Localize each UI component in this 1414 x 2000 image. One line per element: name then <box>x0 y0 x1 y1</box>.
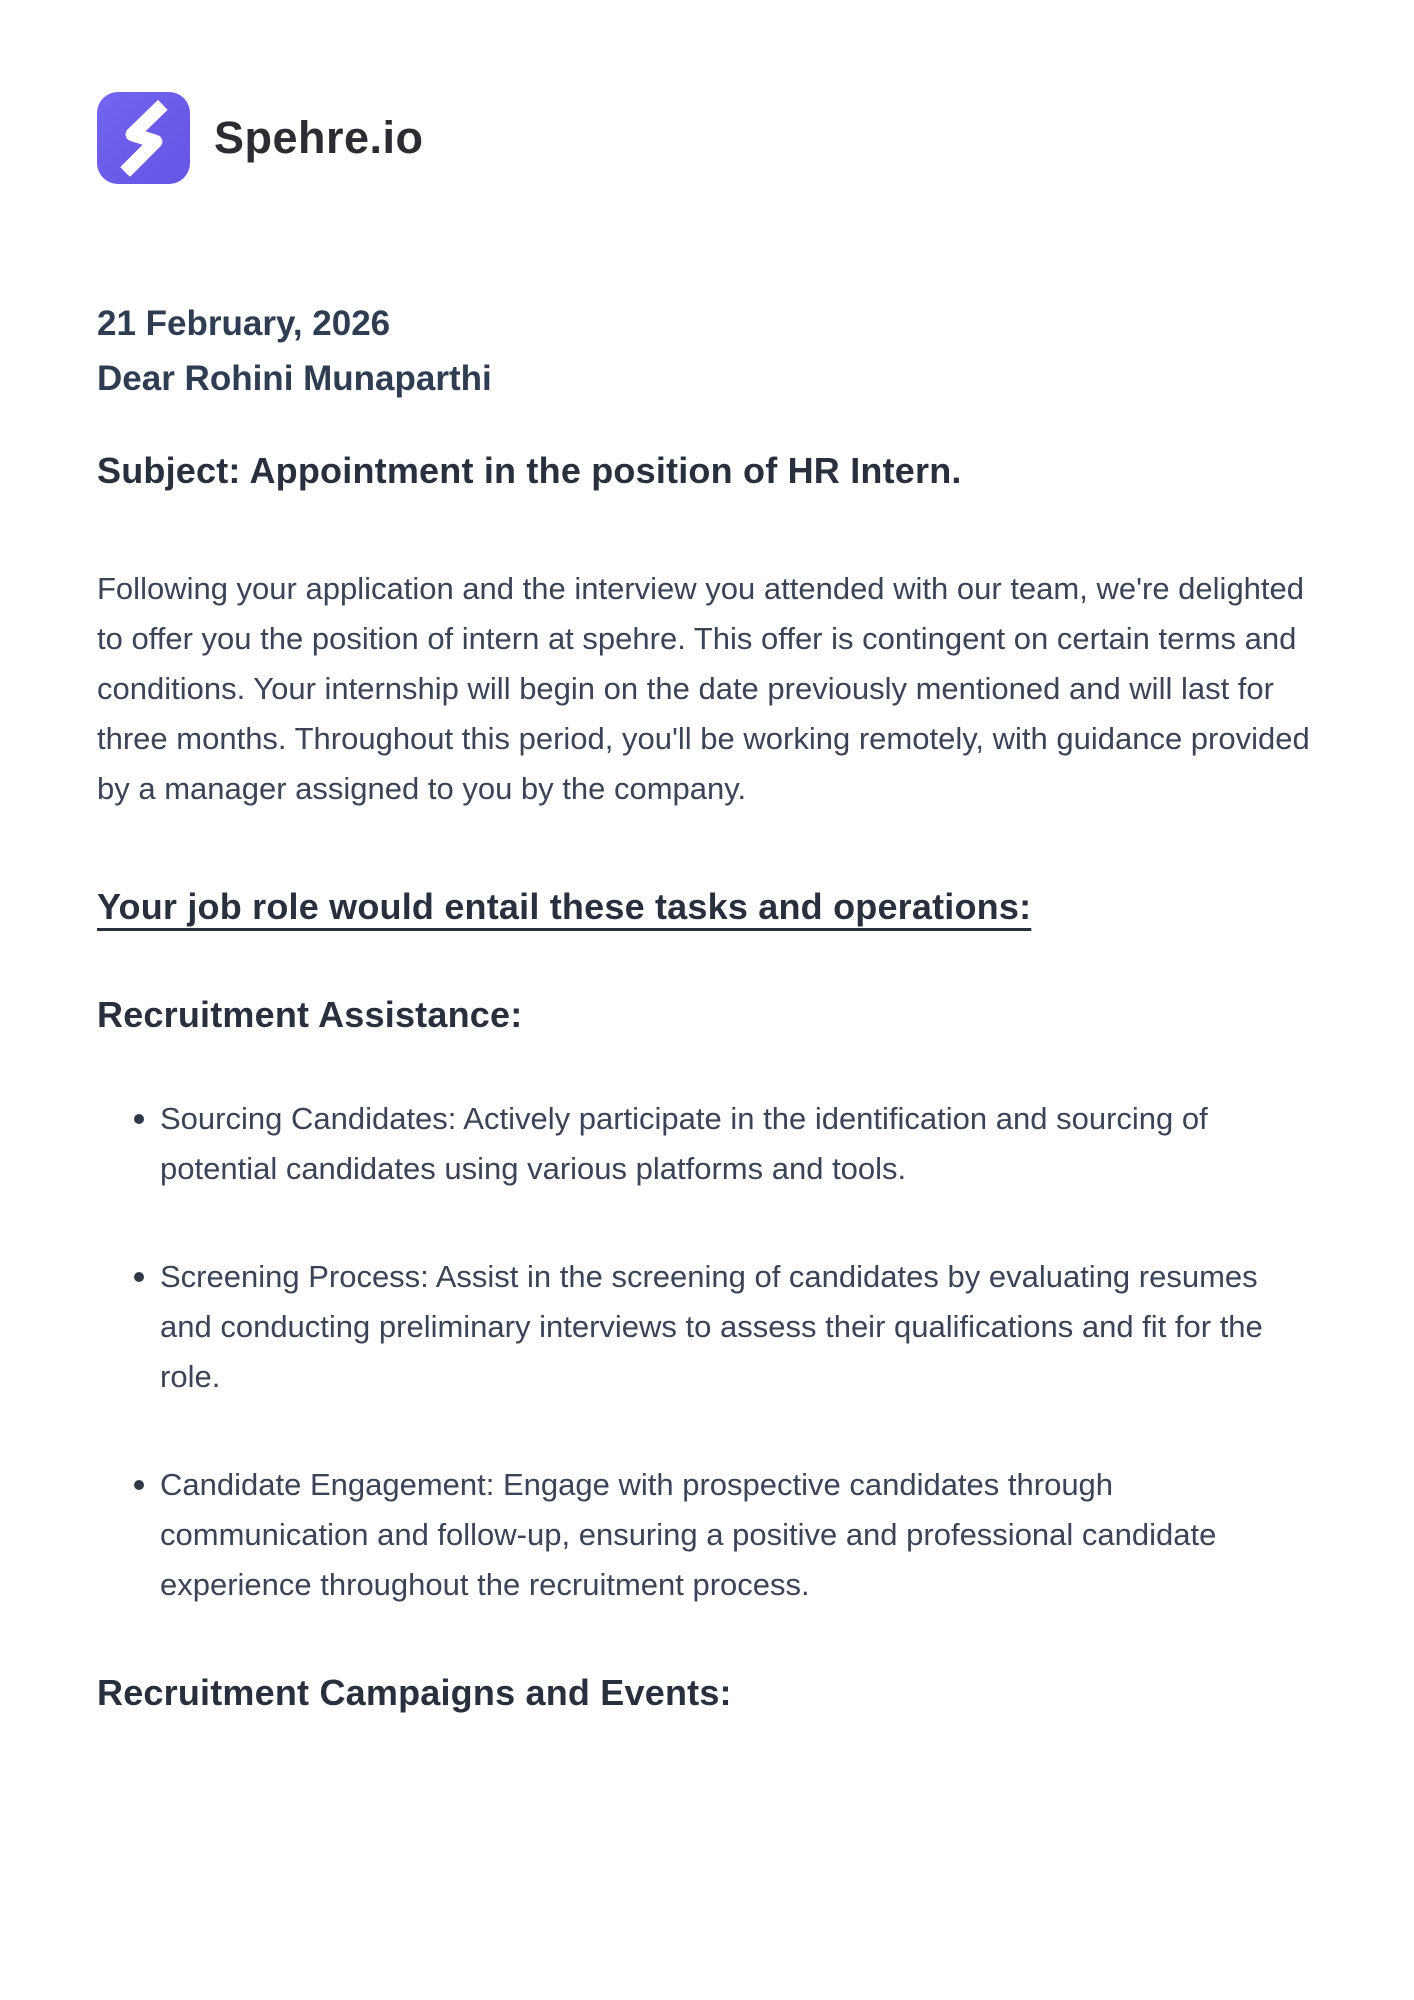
section-title-recruitment-campaigns: Recruitment Campaigns and Events: <box>97 1672 732 1713</box>
recruitment-assistance-list <box>97 1094 1317 1610</box>
bullet-icon <box>134 1272 144 1282</box>
brand-name: Spehre.io <box>214 112 424 163</box>
letter-salutation: Dear Rohini Munaparthi <box>97 359 492 398</box>
list-item-text: Candidate Engagement: Engage with prospective candidates through communication and follow-up, ensuring a positive and professional candidate experience throughout the recruitment process. <box>160 1467 1217 1602</box>
section-title-recruitment-assistance: Recruitment Assistance: <box>97 994 523 1035</box>
list-item-sourcing-candidates <box>97 1094 1317 1194</box>
s-bolt-icon <box>97 92 190 184</box>
date-salutation-block <box>97 296 1317 406</box>
list-item-text: Screening Process: Assist in the screening of candidates by evaluating resumes and conducting preliminary interviews to assess their qualifications and fit for the role. <box>160 1259 1263 1394</box>
spehre-logo <box>97 92 190 184</box>
bullet-icon <box>134 1114 144 1124</box>
list-item-text: Sourcing Candidates: Actively participate in the identification and sourcing of potential candidates using various platforms and tools. <box>160 1101 1208 1186</box>
bullet-icon <box>134 1480 144 1490</box>
list-item-screening-process <box>97 1252 1317 1402</box>
brand-header <box>97 92 1317 184</box>
letter-date: 21 February, 2026 <box>97 304 391 343</box>
tasks-heading: Your job role would entail these tasks and operations: <box>97 886 1032 927</box>
subject-line: Subject: Appointment in the position of HR Intern. <box>97 450 962 491</box>
list-item-candidate-engagement <box>97 1460 1317 1610</box>
intro-paragraph: Following your application and the interview you attended with our team, we're delighted to offer you the position of intern at spehre. This offer is contingent on certain terms and conditions. Your internship will begin on the date previously mentioned and will last for three months. Throughout this period, you'll be working remotely, with guidance provided by a manager assigned to you by the company. <box>97 571 1310 806</box>
